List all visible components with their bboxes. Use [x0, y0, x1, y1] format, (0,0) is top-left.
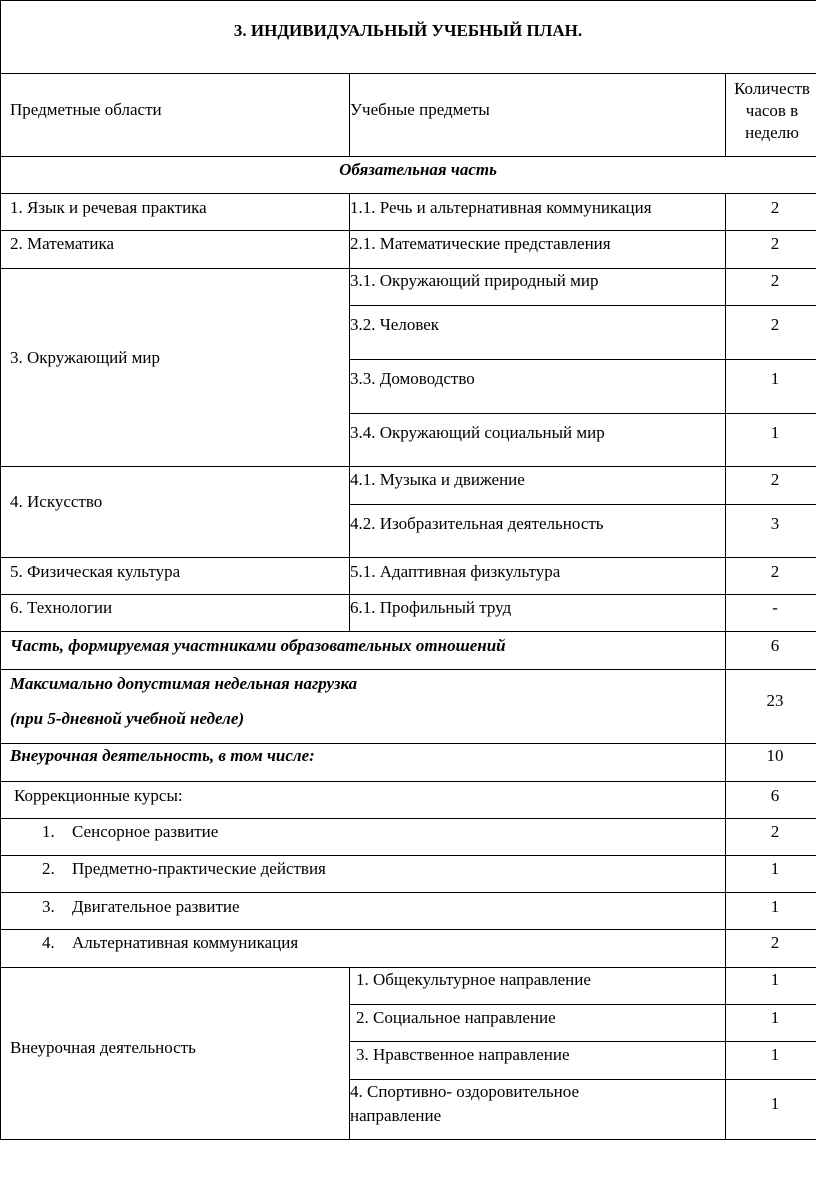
correction-item-name: Предметно-практические действия: [72, 859, 326, 878]
area-name: 2. Математика: [10, 234, 115, 253]
direction-hours: 1: [770, 1045, 780, 1064]
extra-hours: 10: [766, 746, 784, 765]
subject-hours: 2: [770, 315, 780, 334]
area-name: 6. Технологии: [10, 598, 113, 617]
page-title: 3. ИНДИВИДУАЛЬНЫЙ УЧЕБНЫЙ ПЛАН.: [233, 21, 583, 40]
direction-name: 1. Общекультурное направление: [356, 970, 591, 989]
correction-item-name: Двигательное развитие: [72, 897, 240, 916]
subject-hours: 2: [770, 198, 780, 217]
header-areas: Предметные области: [10, 100, 162, 119]
subject-name: 5.1. Адаптивная физкультура: [350, 562, 561, 581]
subject-hours: 1: [770, 423, 780, 442]
correction-item-number: 3.: [42, 897, 55, 916]
correction-item-name: Сенсорное развитие: [72, 822, 219, 841]
correction-label: Коррекционные курсы:: [14, 786, 183, 805]
direction-name: 2. Социальное направление: [356, 1008, 556, 1027]
subject-name: 4.2. Изобразительная деятельность: [350, 514, 604, 533]
max-load-line1: Максимально допустимая недельная нагрузка: [10, 674, 358, 693]
max-load-hours: 23: [766, 691, 784, 710]
header-hours-line2: часов в: [745, 101, 799, 120]
header-subjects: Учебные предметы: [350, 100, 490, 119]
direction-hours: 1: [770, 1094, 780, 1113]
correction-item-hours: 2: [770, 822, 780, 841]
subject-hours: -: [772, 598, 778, 617]
direction-name: 3. Нравственное направление: [356, 1045, 570, 1064]
direction-hours: 1: [770, 970, 780, 989]
max-load-line2: (при 5-дневной учебной неделе): [10, 709, 245, 728]
header-hours-line1: Количеств: [734, 79, 810, 98]
area-name: 5. Физическая культура: [10, 562, 181, 581]
subject-hours: 3: [770, 514, 780, 533]
correction-item-name: Альтернативная коммуникация: [72, 933, 299, 952]
formed-part-label: Часть, формируемая участниками образовательных отношений: [10, 636, 506, 655]
subject-name: 3.2. Человек: [350, 315, 440, 334]
direction-hours: 1: [770, 1008, 780, 1027]
correction-item-hours: 2: [770, 933, 780, 952]
area-name: 3. Окружающий мир: [10, 348, 160, 367]
subject-name: 1.1. Речь и альтернативная коммуникация: [350, 198, 652, 217]
subject-name: 4.1. Музыка и движение: [350, 470, 525, 489]
area-name: 4. Искусство: [10, 492, 103, 511]
area-cell: [0, 466, 350, 558]
extra-label: Внеурочная деятельность, в том числе:: [10, 746, 315, 765]
subject-hours: 2: [770, 562, 780, 581]
mandatory-label: Обязательная часть: [339, 160, 497, 179]
formed-part-hours: 6: [770, 636, 780, 655]
extracurricular-label: Внеурочная деятельность: [10, 1038, 196, 1057]
subject-name: 6.1. Профильный труд: [350, 598, 512, 617]
correction-item-number: 2.: [42, 859, 55, 878]
subject-hours: 2: [770, 470, 780, 489]
subject-hours: 2: [770, 271, 780, 290]
direction-name-line2: направление: [350, 1106, 442, 1125]
area-name: 1. Язык и речевая практика: [10, 198, 207, 217]
subject-hours: 1: [770, 369, 780, 388]
correction-item-hours: 1: [770, 897, 780, 916]
correction-item-number: 1.: [42, 822, 55, 841]
header-hours-line3: неделю: [745, 123, 799, 142]
subject-name: 2.1. Математические представления: [350, 234, 611, 253]
correction-hours: 6: [770, 786, 780, 805]
subject-name: 3.3. Домоводство: [350, 369, 475, 388]
subject-name: 3.1. Окружающий природный мир: [350, 271, 599, 290]
correction-item-hours: 1: [770, 859, 780, 878]
subject-name: 3.4. Окружающий социальный мир: [350, 423, 605, 442]
direction-name-line1: 4. Спортивно- оздоровительное: [350, 1082, 580, 1101]
subject-hours: 2: [770, 234, 780, 253]
correction-item-number: 4.: [42, 933, 55, 952]
